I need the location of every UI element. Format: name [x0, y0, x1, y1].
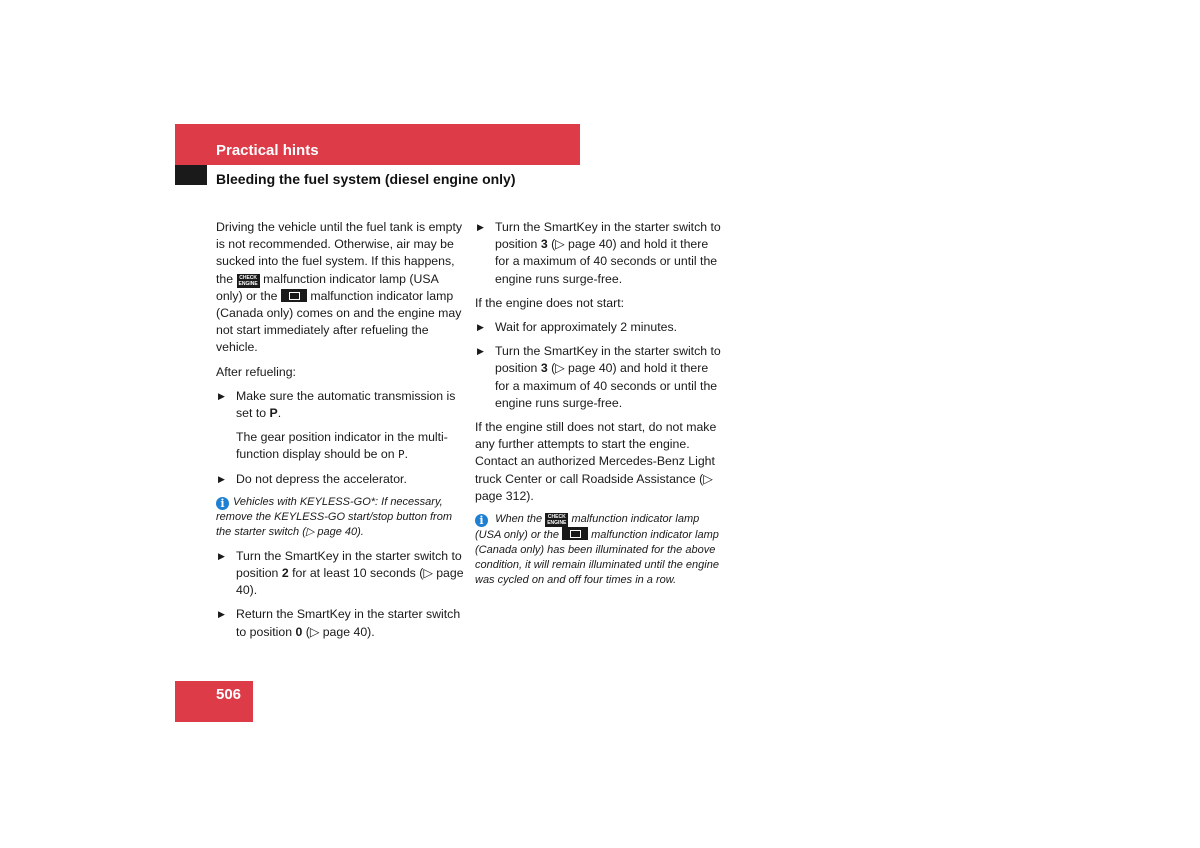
after-refueling-label: After refueling:	[216, 364, 296, 379]
list-item: ▶ Turn the SmartKey in the starter switch to position 3 (▷ page 40) and hold it there for a maximum of 40 seconds or until the engine runs surge-free.	[477, 220, 721, 286]
info-note: i When the CHECK ENGINE malfunction indicator lamp (USA only) or the malfunction indicator lamp (Canada only) has been illuminated for the above condition, it will remain illuminated until the engine was cycled on and off four times in a row.	[475, 513, 719, 587]
bullet-arrow-icon: ▶	[218, 390, 225, 401]
column-left	[216, 219, 464, 648]
header-black-marker	[175, 165, 207, 185]
section-title: Practical hints	[216, 142, 319, 159]
bullet-arrow-icon: ▶	[477, 222, 484, 232]
column-right	[475, 219, 723, 596]
engine-lamp-icon	[281, 289, 307, 302]
list-item-note: The gear position indicator in the multi-function display should be on P.	[236, 430, 448, 462]
info-icon: i	[475, 514, 488, 527]
bullet-arrow-icon: ▶	[477, 346, 484, 357]
bullet-arrow-icon: ▶	[218, 473, 225, 484]
list-item: ▶ Turn the SmartKey in the starter switch to position 2 for at least 10 seconds (▷ page 40).	[218, 548, 464, 598]
page-number: 506	[216, 686, 242, 703]
if-not-start-label: If the engine does not start:	[475, 295, 625, 310]
bullet-arrow-icon: ▶	[477, 322, 484, 333]
bullet-arrow-icon: ▶	[218, 609, 225, 620]
still-not-start-paragraph: If the engine still does not start, do not make any further attempts to start the engine. Contact an authorized Mercedes-Benz Light truck Center or call Roadside Assistance (▷ page 312).	[475, 420, 717, 503]
intro-paragraph: Driving the vehicle until the fuel tank is empty is not recommended. Otherwise, air may be sucked into the fuel system. If this happens, the CHECK ENGINE malfunction indicator lamp (USA only) or the malfunction indicator lamp (Canada only) comes on and the engine may not start immediately after refueling the vehicle.	[216, 220, 463, 355]
list-item: ▶ Do not depress the accelerator.	[216, 471, 464, 488]
list-item: ▶ Wait for approximately 2 minutes.	[475, 319, 723, 336]
engine-lamp-icon	[562, 527, 588, 540]
info-note: i Vehicles with KEYLESS-GO*: If necessary, remove the KEYLESS-GO start/stop button from the starter switch (▷ page 40).	[216, 495, 452, 538]
list-item: ▶ Make sure the automatic transmission is set to P.	[218, 388, 456, 421]
check-engine-lamp-icon: CHECK ENGINE	[547, 514, 567, 527]
bullet-arrow-icon: ▶	[218, 550, 225, 561]
list-item: ▶ Return the SmartKey in the starter switch to position 0 (▷ page 40).	[218, 607, 461, 639]
list-item: ▶ Turn the SmartKey in the starter switch to position 3 (▷ page 40) and hold it there for a maximum of 40 seconds or until the engine runs surge-free.	[477, 344, 721, 410]
page-subtitle: Bleeding the fuel system (diesel engine only)	[216, 171, 516, 187]
footer-red-block	[175, 681, 253, 722]
info-icon: i	[216, 497, 229, 510]
check-engine-lamp-icon: CHECK ENGINE	[238, 274, 258, 287]
